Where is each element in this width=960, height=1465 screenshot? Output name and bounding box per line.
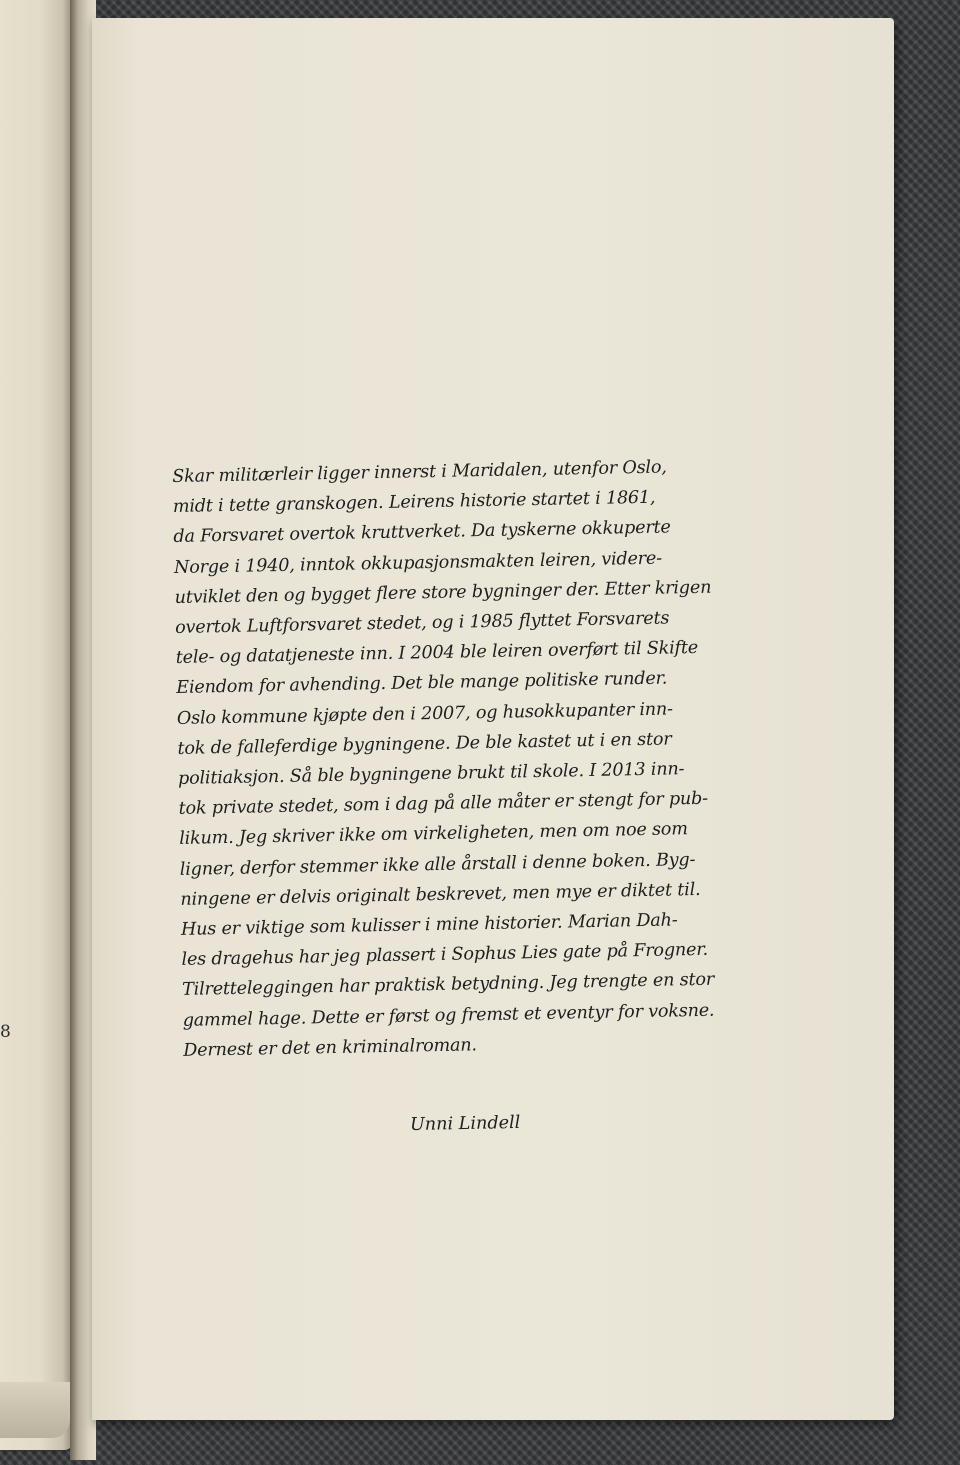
text-line: Tilretteleggingen har praktisk betydning. Jeg trengte en stor: [181, 970, 715, 1001]
text-line: da Forsvaret overtok kruttverket. Da tyskerne okkuperte: [173, 517, 671, 548]
text-line: Norge i 1940, inntok okkupasjonsmakten leiren, videre-: [173, 548, 663, 578]
text-line: tele- og datatjeneste inn. I 2004 ble leiren overført til Skifte: [175, 638, 699, 669]
preface-paragraph: [172, 450, 785, 1066]
text-line: overtok Luftforsvaret stedet, og i 1985 flyttet Forsvarets: [174, 608, 670, 638]
text-line: Eiendom for avhending. Det ble mange politiske runder.: [176, 668, 668, 699]
text-line: utviklet den og bygget flere store bygninger der. Etter krigen: [174, 577, 712, 608]
text-line: Dernest er det en kriminalroman.: [183, 1035, 478, 1061]
text-line: ligner, derfor stemmer ikke alle årstall i denne boken. Byg-: [179, 849, 696, 880]
text-line: gammel hage. Dette er først og fremst et eventyr for voksne.: [182, 1000, 715, 1031]
text-line: tok de falleferdige bygningene. De ble kastet ut i en stor: [177, 729, 672, 759]
text-line: politiaksjon. Så ble bygningene brukt til skole. I 2013 inn-: [177, 759, 685, 789]
text-line: ningene er delvis originalt beskrevet, men mye er diktet til.: [180, 879, 701, 910]
right-page: [92, 18, 894, 1420]
text-line: likum. Jeg skriver ikke om virkeligheten, men om noe som: [179, 819, 688, 850]
left-page-edge: [0, 1382, 70, 1438]
text-line: Hus er viktige som kulisser i mine historier. Marian Dah-: [180, 910, 678, 940]
page-number: 8: [0, 1022, 11, 1042]
text-line: midt i tette granskogen. Leirens historie startet i 1861,: [172, 487, 656, 518]
text-line: les dragehus har jeg plassert i Sophus Lies gate på Frogner.: [181, 940, 709, 971]
text-line: tok private stedet, som i dag på alle måter er stengt for pub-: [178, 789, 709, 820]
text-line: Oslo kommune kjøpte den i 2007, og husokkupanter inn-: [176, 699, 673, 729]
left-page: [0, 0, 74, 1450]
author-signature: Unni Lindell: [409, 1112, 521, 1136]
text-line: Skar militærleir ligger innerst i Maridalen, utenfor Oslo,: [172, 457, 667, 487]
